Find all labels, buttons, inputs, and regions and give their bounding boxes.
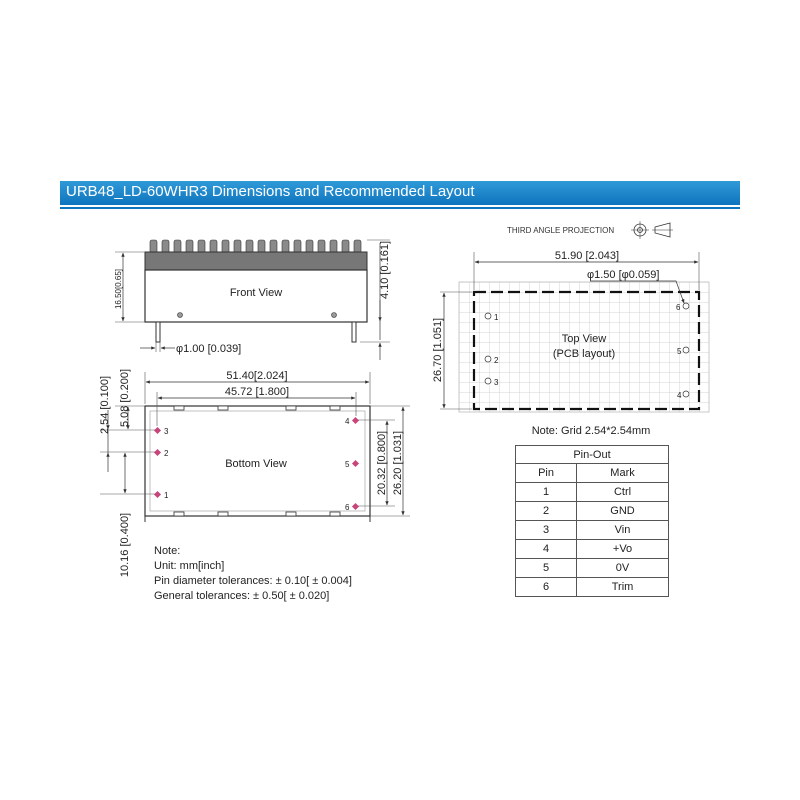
svg-text:6: 6 — [676, 303, 681, 312]
mark-column-header: Mark — [577, 464, 669, 483]
svg-text:2: 2 — [494, 356, 499, 365]
pin-out-title: Pin-Out — [516, 446, 669, 464]
front-height-dim: 16.50[0.65] — [114, 268, 123, 310]
projection-symbol — [507, 221, 673, 239]
svg-text:3: 3 — [164, 427, 169, 436]
bottom-width-dim: 51.40[2.024] — [226, 370, 288, 382]
pin-number: 2 — [516, 502, 577, 521]
notes-pin-tolerance: Pin diameter tolerances: ± 0.10[ ± 0.004] — [154, 575, 352, 587]
table-row — [516, 578, 669, 597]
front-pin-diameter-dim: φ1.00 [0.039] — [176, 343, 242, 355]
svg-text:1: 1 — [164, 491, 169, 500]
pin-mark: +Vo — [577, 540, 669, 559]
pin-out-table — [515, 445, 669, 597]
svg-text:1: 1 — [494, 313, 499, 322]
bottom-view-label: Bottom View — [225, 458, 287, 470]
svg-text:3: 3 — [494, 378, 499, 387]
bottom-pitch-dim: 2.54 [0.100] — [99, 375, 111, 435]
front-view-label: Front View — [229, 287, 283, 299]
projection-label: THIRD ANGLE PROJECTION — [507, 226, 615, 235]
bottom-depth-dim: 26.20 [1.031] — [392, 430, 404, 496]
table-row — [516, 559, 669, 578]
top-view-label: Top View — [561, 333, 607, 345]
bottom-view — [99, 369, 410, 577]
table-row — [516, 483, 669, 502]
bottom-pin-span-dim: 45.72 [1.800] — [224, 386, 290, 398]
pin-mark: 0V — [577, 559, 669, 578]
table-row — [516, 502, 669, 521]
notes-heading: Note: — [154, 545, 181, 557]
top-view-sublabel: (PCB layout) — [552, 348, 616, 360]
table-row — [516, 540, 669, 559]
pin-out-title-row — [516, 446, 669, 464]
bottom-pin-row-dim: 20.32 [0.800] — [376, 430, 388, 496]
top-width-dim: 51.90 [2.043] — [554, 250, 620, 262]
svg-text:5: 5 — [677, 347, 682, 356]
page-title: URB48_LD-60WHR3 Dimensions and Recommended Layout — [66, 183, 475, 200]
grid-note: Note: Grid 2.54*2.54mm — [531, 425, 651, 437]
pin-number: 3 — [516, 521, 577, 540]
bottom-offset-dim: 5.08 [0.200] — [119, 368, 131, 428]
top-hole-dim: φ1.50 [φ0.059] — [587, 269, 660, 281]
bottom-lower-offset-dim: 10.16 [0.400] — [119, 512, 131, 578]
pin-out-header-row — [516, 464, 669, 483]
pin-mark: GND — [577, 502, 669, 521]
svg-text:4: 4 — [677, 391, 682, 400]
notes — [154, 545, 352, 602]
svg-text:5: 5 — [345, 460, 350, 469]
pin-number: 4 — [516, 540, 577, 559]
top-view — [432, 250, 709, 437]
front-view — [114, 240, 391, 360]
pin-mark: Trim — [577, 578, 669, 597]
notes-unit: Unit: mm[inch] — [154, 560, 225, 572]
pin-mark: Vin — [577, 521, 669, 540]
top-height-dim: 26.70 [1.051] — [432, 317, 444, 383]
table-row — [516, 521, 669, 540]
pin-number: 5 — [516, 559, 577, 578]
svg-text:6: 6 — [345, 503, 350, 512]
pcb-grid — [459, 282, 709, 412]
pin-number: 6 — [516, 578, 577, 597]
projection-icon — [631, 221, 673, 239]
pin-number: 1 — [516, 483, 577, 502]
notes-general-tolerance: General tolerances: ± 0.50[ ± 0.020] — [154, 590, 330, 602]
pin-column-header: Pin — [516, 464, 577, 483]
front-pin-length-dim: 4.10 [0.161] — [379, 240, 391, 300]
pin-mark: Ctrl — [577, 483, 669, 502]
svg-text:2: 2 — [164, 449, 169, 458]
svg-text:4: 4 — [345, 417, 350, 426]
